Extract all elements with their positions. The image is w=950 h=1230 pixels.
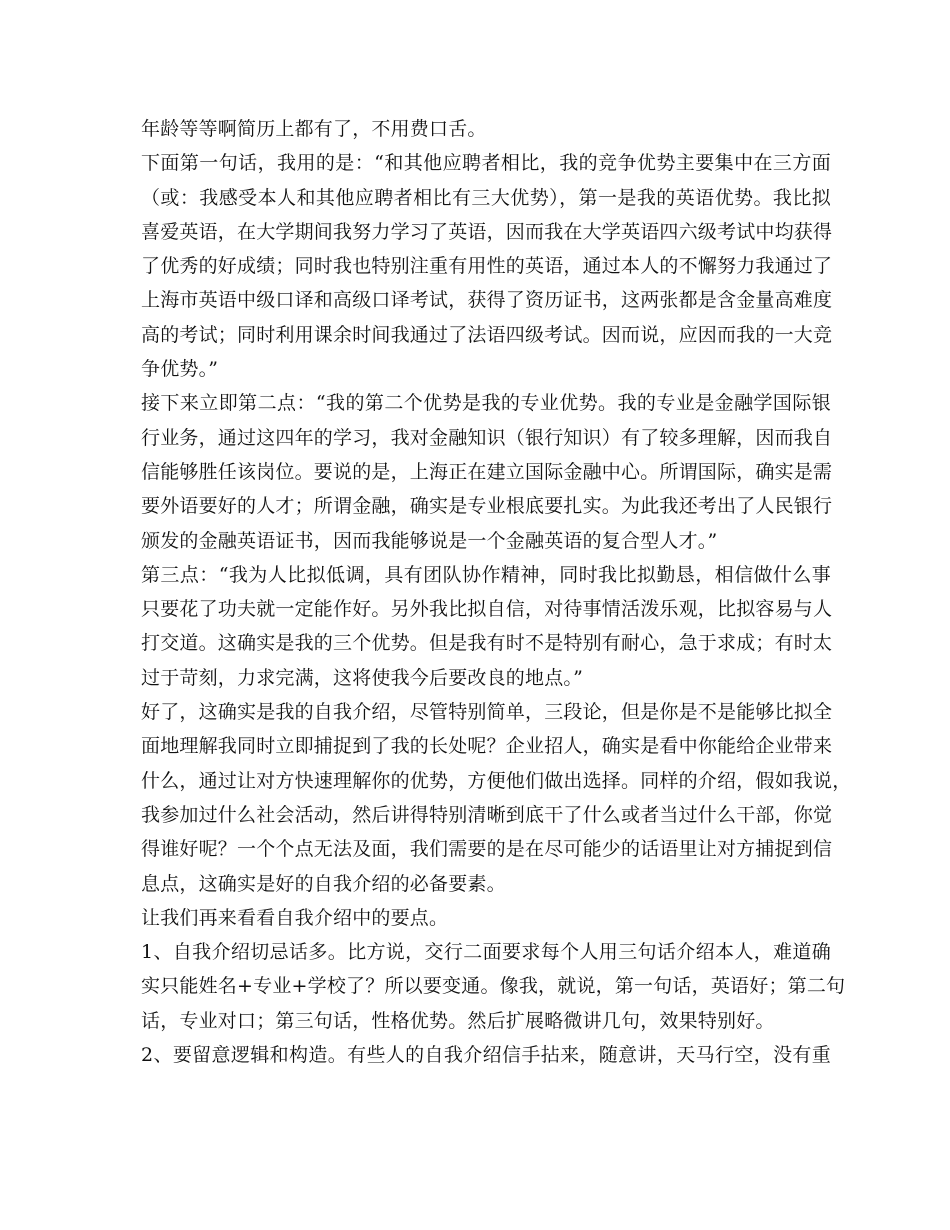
text-line: 得谁好呢？一个个点无法及面，我们需要的是在尽可能少的话语里让对方捕捉到信: [141, 838, 833, 861]
text-line: 打交道。这确实是我的三个优势。但是我有时不是特别有耐心，急于求成；有时太: [141, 632, 833, 655]
text-line: 只要花了功夫就一定能作好。另外我比拟自信，对待事情活泼乐观，比拟容易与人: [141, 598, 833, 621]
text-line: 话，专业对口；第三句话，性格优势。然后扩展略微讲几句，效果特别好。: [141, 1009, 775, 1032]
text-line: 年龄等等啊简历上都有了，不用费口舌。: [141, 118, 487, 140]
document-body: [141, 112, 852, 1072]
text-line: 第三点：“我为人比拟低调，具有团队协作精神，同时我比拟勤恳，相信做什么事: [141, 563, 831, 586]
text-line: 上海市英语中级口译和高级口译考试，获得了资历证书，这两张都是含金量高难度: [141, 289, 833, 312]
text-line: 喜爱英语，在大学期间我努力学习了英语，因而我在大学英语四六级考试中均获得: [141, 220, 833, 243]
text-line: 我参加过什么社会活动，然后讲得特别清晰到底干了什么或者当过什么干部，你觉: [141, 803, 833, 826]
text-line: 1、自我介绍切忌话多。比方说，交行二面要求每个人用三句话介绍本人，难道确: [141, 941, 831, 964]
text-line: 高的考试；同时利用课余时间我通过了法语四级考试。因而说，应因而我的一大竞: [141, 323, 833, 346]
text-line: 实只能姓名+专业+学校了？所以要变通。像我，就说，第一句话，英语好；第二句: [141, 975, 846, 998]
text-line: 下面第一句话，我用的是：“和其他应聘者相比，我的竞争优势主要集中在三方面: [141, 152, 831, 175]
text-line: 2、要留意逻辑和构造。有些人的自我介绍信手拈来，随意讲，天马行空，没有重: [141, 1044, 831, 1067]
text-line: 好了，这确实是我的自我介绍，尽管特别简单，三段论，但是你是不是能够比拟全: [141, 701, 833, 724]
text-line: 接下来立即第二点：“我的第二个优势是我的专业优势。我的专业是金融学国际银: [141, 392, 831, 415]
text-line: 了优秀的好成绩；同时我也特别注重有用性的英语，通过本人的不懈努力我通过了: [141, 255, 833, 278]
text-line: 行业务，通过这四年的学习，我对金融知识（银行知识）有了较多理解，因而我自: [141, 426, 833, 449]
text-line: 争优势。”: [141, 358, 219, 381]
text-line: 什么，通过让对方快速理解你的优势，方便他们做出选择。同样的介绍，假如我说，: [141, 769, 852, 792]
text-line: 颁发的金融英语证书，因而我能够说是一个金融英语的复合型人才。”: [141, 529, 718, 552]
text-line: （或：我感受本人和其他应聘者相比有三大优势），第一是我的英语优势。我比拟: [141, 186, 831, 209]
text-line: 信能够胜任该岗位。要说的是，上海正在建立国际金融中心。所谓国际，确实是需: [141, 460, 833, 483]
text-line: 息点，这确实是好的自我介绍的必备要素。: [141, 872, 506, 895]
text-line: 面地理解我同时立即捕捉到了我的长处呢？企业招人，确实是看中你能给企业带来: [141, 735, 833, 758]
text-line: 过于苛刻，力求完满，这将使我今后要改良的地点。”: [141, 666, 584, 689]
text-line: 让我们再来看看自我介绍中的要点。: [141, 906, 449, 929]
text-line: 要外语要好的人才；所谓金融，确实是专业根底要扎实。为此我还考出了人民银行: [141, 495, 833, 518]
